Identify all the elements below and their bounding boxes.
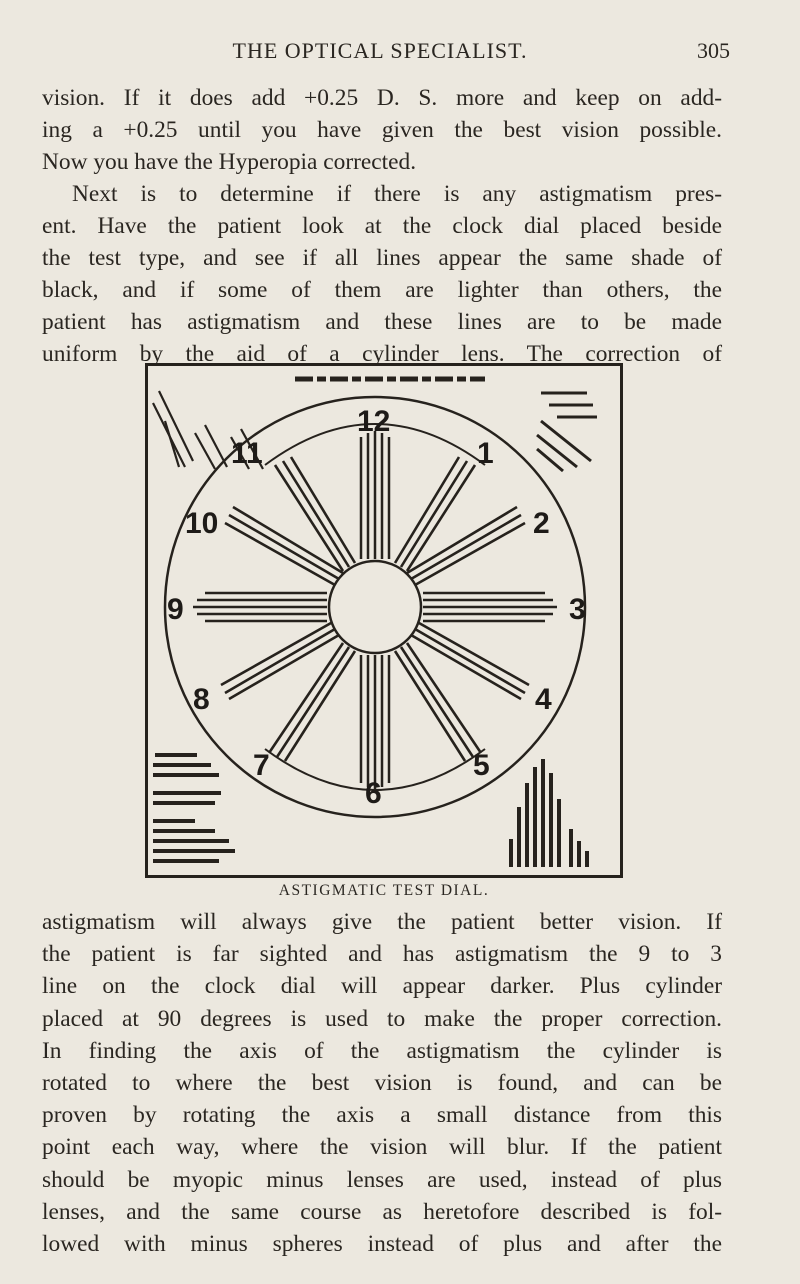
text-line: lowed with minus spheres instead of plus and after the bbox=[42, 1231, 722, 1258]
dial-number-3: 3 bbox=[569, 593, 586, 626]
dial-number-9: 9 bbox=[167, 593, 184, 626]
text-line: astigmatism will always give the patient better vision. If bbox=[42, 909, 722, 935]
figure-caption: ASTIGMATIC TEST DIAL. bbox=[278, 882, 490, 899]
dial-number-11: 11 bbox=[231, 437, 263, 470]
text-line: uniform by the aid of a cylinder lens. The correction of bbox=[42, 341, 722, 367]
clock-center-circle bbox=[329, 561, 421, 653]
text-line: the patient is far sighted and has astigmatism the 9 to 3 bbox=[42, 941, 722, 968]
text-line: placed at 90 degrees is used to make the proper correction. bbox=[42, 1005, 722, 1032]
text-line: point each way, where the vision will blur. If the patient bbox=[42, 1134, 722, 1161]
running-head bbox=[40, 38, 730, 66]
dial-number-5: 5 bbox=[473, 749, 490, 782]
text-line: the test type, and see if all lines appear the same shade of bbox=[42, 245, 722, 271]
dial-number-2: 2 bbox=[533, 507, 550, 540]
text-line: rotated to where the best vision is found, and can be bbox=[42, 1070, 722, 1097]
top-right-hatched-wedge bbox=[537, 393, 597, 471]
astigmatic-dial-illustration bbox=[145, 363, 623, 878]
text-line: black, and if some of them are lighter than others, the bbox=[42, 277, 722, 303]
text-line: In finding the axis of the astigmatism the cylinder is bbox=[42, 1037, 722, 1064]
text-line: ing a +0.25 until you have given the best vision possible. bbox=[42, 117, 722, 143]
dial-number-8: 8 bbox=[193, 683, 210, 716]
top-paragraph bbox=[42, 82, 722, 370]
text-line: vision. If it does add +0.25 D. S. more and keep on add- bbox=[42, 85, 722, 111]
text-line: patient has astigmatism and these lines are to be made bbox=[42, 309, 722, 335]
dial-number-4: 4 bbox=[535, 683, 552, 716]
running-title: THE OPTICAL SPECIALIST. bbox=[232, 38, 528, 63]
dial-number-12: 12 bbox=[357, 405, 391, 438]
dial-number-7: 7 bbox=[253, 749, 270, 782]
dial-number-10: 10 bbox=[185, 507, 219, 540]
page-number: 305 bbox=[697, 38, 730, 63]
text-line: ent. Have the patient look at the clock dial placed beside bbox=[42, 213, 722, 239]
text-line: lenses, and the same course as heretofore described is fol- bbox=[42, 1198, 722, 1225]
bottom-left-bar-block bbox=[153, 755, 235, 861]
bottom-right-bar-block bbox=[511, 759, 587, 867]
text-line: proven by rotating the axis a small distance from this bbox=[42, 1102, 722, 1129]
astigmatic-test-dial-figure bbox=[145, 363, 623, 878]
dial-number-1: 1 bbox=[477, 437, 494, 470]
dial-number-6: 6 bbox=[365, 777, 382, 810]
bottom-paragraph bbox=[42, 906, 722, 1260]
text-line: Now you have the Hyperopia corrected. bbox=[42, 149, 417, 175]
text-line: line on the clock dial will appear darker. Plus cylinder bbox=[42, 973, 722, 1000]
text-line: Next is to determine if there is any astigmatism pres- bbox=[72, 181, 722, 207]
text-line: should be myopic minus lenses are used, instead of plus bbox=[42, 1166, 722, 1193]
